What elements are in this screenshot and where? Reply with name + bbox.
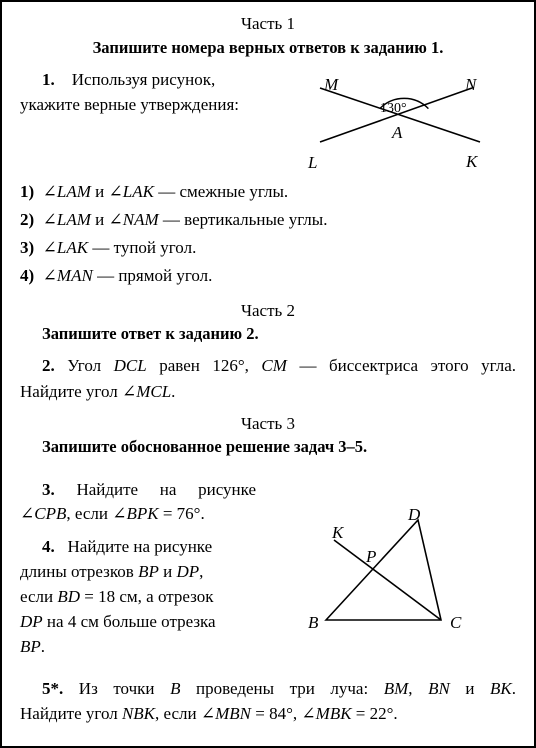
part3-instruction: Запишите обоснованное решение задач 3–5. bbox=[42, 437, 368, 456]
task2-angle: DCL bbox=[113, 356, 147, 375]
option-2-and: и bbox=[95, 210, 105, 229]
option-1-and: и bbox=[95, 182, 105, 201]
task4-segment-bp-2: BP bbox=[20, 637, 41, 656]
task5-line1 bbox=[20, 679, 516, 701]
point-label-a: A bbox=[392, 123, 403, 142]
option-4-angle: MAN bbox=[56, 266, 93, 285]
option-3-angle: LAK bbox=[56, 238, 89, 257]
task4-line1 bbox=[42, 537, 212, 557]
task5-ray-bk: BK bbox=[490, 679, 512, 698]
task2-line2 bbox=[20, 382, 175, 402]
option-1 bbox=[20, 182, 288, 202]
task4-text-6: на 4 см больше отрезка bbox=[46, 612, 216, 631]
task5-angle-mbn: MBN bbox=[215, 704, 252, 723]
option-2-number: 2) bbox=[20, 210, 35, 229]
task3-text-2: , если bbox=[66, 504, 108, 523]
point-label-d: D bbox=[408, 505, 421, 524]
task4-segment-dp: DP bbox=[176, 562, 200, 581]
part1-instruction: Запишите номера верных ответов к заданию 1. bbox=[92, 38, 444, 57]
angle-sign: ∠ bbox=[42, 210, 57, 229]
task5-period: . bbox=[511, 679, 516, 698]
option-3-text: — тупой угол. bbox=[92, 238, 197, 257]
option-4 bbox=[20, 266, 212, 286]
angle-sign: ∠ bbox=[121, 382, 137, 401]
task3-number: 3. bbox=[42, 480, 55, 499]
task5-text-5: = 84°, bbox=[255, 704, 298, 723]
point-label-k: K bbox=[332, 523, 344, 542]
triangle-figure bbox=[298, 500, 478, 640]
task5-and: и bbox=[465, 679, 475, 698]
task4-line4 bbox=[20, 612, 216, 632]
intersecting-lines-figure bbox=[294, 70, 494, 178]
task4-text-2: длины отрезков bbox=[20, 562, 134, 581]
task3-angle-2: BPK bbox=[126, 504, 159, 523]
option-2-angle-2: NAM bbox=[122, 210, 159, 229]
part2-title: Часть 2 bbox=[240, 301, 296, 320]
option-2 bbox=[20, 210, 327, 230]
task1-number: 1. bbox=[42, 70, 55, 89]
part3-title: Часть 3 bbox=[240, 414, 296, 433]
task5-point-b: B bbox=[170, 679, 181, 698]
task5-text-6: = 22°. bbox=[355, 704, 398, 723]
angle-sign: ∠ bbox=[42, 238, 57, 257]
task5-comma: , bbox=[408, 679, 413, 698]
angle-sign: ∠ bbox=[112, 504, 127, 523]
option-2-text: — вертикальные углы. bbox=[162, 210, 328, 229]
task4-period: . bbox=[40, 637, 46, 656]
option-1-angle-1: LAM bbox=[56, 182, 91, 201]
task4-line5 bbox=[20, 637, 45, 657]
angle-sign: ∠ bbox=[301, 704, 316, 723]
option-3 bbox=[20, 238, 196, 258]
task4-segment-bd: BD bbox=[57, 587, 81, 606]
task5-text-1: Из точки bbox=[78, 679, 155, 698]
task3-angle-1: CPB bbox=[34, 504, 67, 523]
option-4-text: — прямой угол. bbox=[97, 266, 213, 285]
angle-sign: ∠ bbox=[108, 182, 123, 201]
task4-and: и bbox=[163, 562, 173, 581]
part1-title: Часть 1 bbox=[240, 14, 296, 33]
point-label-n: N bbox=[465, 75, 477, 94]
task5-text-3: Найдите угол bbox=[20, 704, 118, 723]
task2-line1 bbox=[20, 356, 516, 378]
task4-segment-dp-2: DP bbox=[20, 612, 43, 631]
task5-angle-mbk: MBK bbox=[315, 704, 352, 723]
task4-text-1: Найдите на рисунке bbox=[67, 537, 213, 556]
point-label-b: B bbox=[308, 613, 319, 632]
point-label-p: P bbox=[366, 547, 377, 566]
task2-period: . bbox=[171, 382, 176, 401]
task2-ray: CM bbox=[261, 356, 287, 375]
angle-130-label: 130° bbox=[380, 101, 407, 116]
angle-sign: ∠ bbox=[108, 210, 123, 229]
option-4-number: 4) bbox=[20, 266, 35, 285]
task4-text-5: = 18 см, а отрезок bbox=[84, 587, 214, 606]
task2-text-1: Угол bbox=[67, 356, 102, 375]
point-label-c: C bbox=[450, 613, 462, 632]
option-3-number: 3) bbox=[20, 238, 35, 257]
task4-number: 4. bbox=[42, 537, 55, 556]
task3-text-1: Найдите на рисунке bbox=[76, 480, 256, 499]
option-1-number: 1) bbox=[20, 182, 35, 201]
option-2-angle-1: LAM bbox=[56, 210, 91, 229]
task2-text-2: равен 126°, bbox=[159, 356, 249, 375]
angle-sign: ∠ bbox=[42, 182, 57, 201]
point-label-l: L bbox=[308, 153, 318, 172]
task5-angle-nbk: NBK bbox=[121, 704, 156, 723]
task2-find-angle: MCL bbox=[136, 382, 172, 401]
task5-ray-bm: BM bbox=[383, 679, 409, 698]
task5-text-2: проведены три луча: bbox=[196, 679, 369, 698]
part2-instruction: Запишите ответ к заданию 2. bbox=[42, 324, 259, 343]
option-1-text: — смежные углы. bbox=[158, 182, 289, 201]
task1-text-1: Используя рисунок, bbox=[71, 70, 216, 89]
point-label-k: K bbox=[466, 152, 478, 171]
task3-text-3: = 76°. bbox=[162, 504, 205, 523]
task3-line2 bbox=[20, 504, 205, 524]
angle-sign: ∠ bbox=[20, 504, 35, 523]
task4-line3 bbox=[20, 587, 214, 607]
point-label-m: M bbox=[324, 75, 339, 94]
task2-text-4: Найдите угол bbox=[20, 382, 118, 401]
task5-text-4: , если bbox=[155, 704, 197, 723]
angle-sign: ∠ bbox=[200, 704, 216, 723]
task1-line2: укажите верные утверждения: bbox=[20, 95, 239, 114]
task4-line2 bbox=[20, 562, 203, 582]
option-1-angle-2: LAK bbox=[122, 182, 154, 201]
task4-segment-bp: BP bbox=[138, 562, 159, 581]
task5-ray-bn: BN bbox=[428, 679, 450, 698]
angle-sign: ∠ bbox=[42, 266, 57, 285]
task4-text-4: если bbox=[20, 587, 54, 606]
task5-number: 5*. bbox=[42, 679, 64, 698]
task1-line1 bbox=[42, 70, 215, 90]
task2-number: 2. bbox=[42, 356, 55, 375]
task3-line1 bbox=[20, 480, 256, 502]
task5-line2 bbox=[20, 704, 398, 724]
task2-text-3: — биссектриса этого угла. bbox=[299, 356, 517, 375]
task4-comma: , bbox=[199, 562, 204, 581]
